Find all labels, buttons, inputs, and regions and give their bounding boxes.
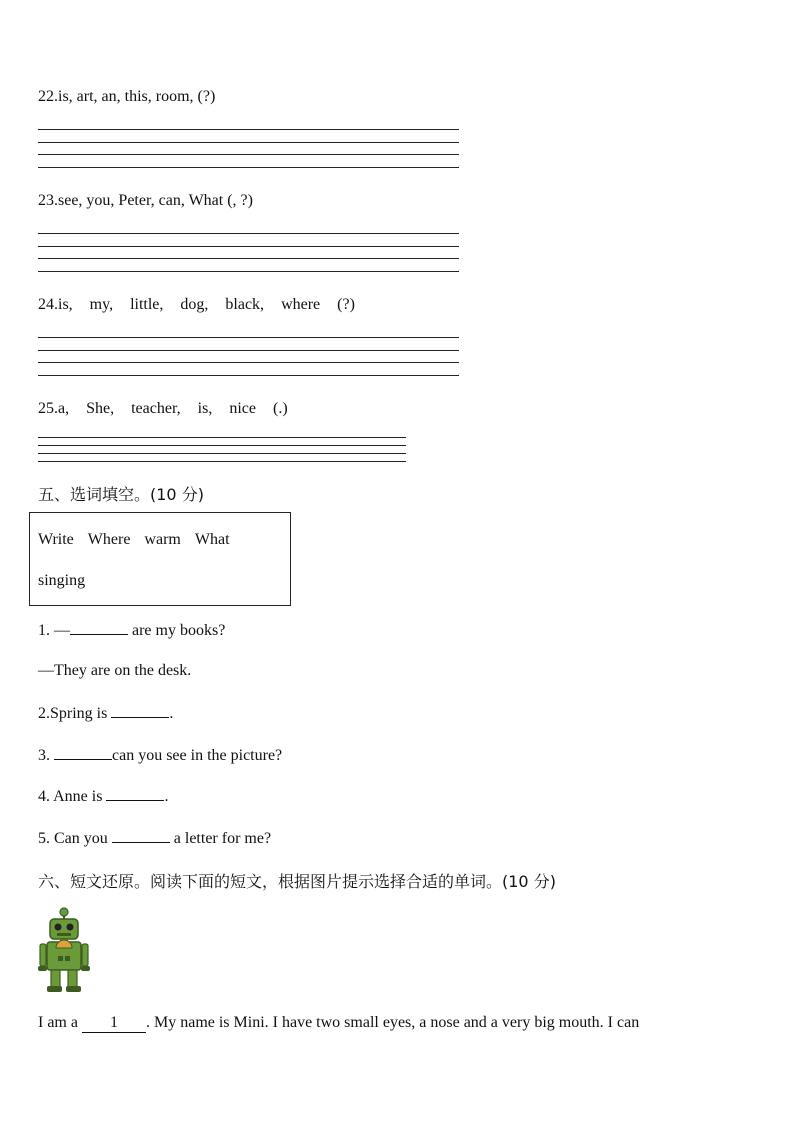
story-text-start: I am a [38, 1014, 82, 1031]
answer-lines-25[interactable] [38, 437, 406, 462]
word-option: Where [87, 531, 131, 548]
story-text-end: . My name is Mini. I have two small eyes, a nose and a very big mouth. I can [145, 1014, 640, 1031]
story-blank-1[interactable]: 1 [82, 1014, 146, 1033]
word: She, [86, 400, 115, 417]
word: (.) [272, 400, 288, 417]
question-22: 22.is, art, an, this, room, (?) [38, 88, 216, 105]
section-6-heading: 六、短文还原。阅读下面的短文，根据图片提示选择合适的单词。(10 分) [38, 872, 556, 891]
fill-blank[interactable] [111, 703, 169, 718]
fill-item-1-answer: —They are on the desk. [38, 662, 192, 679]
fill-blank[interactable] [106, 786, 164, 801]
word: dog, [180, 296, 209, 313]
word: is, [197, 400, 213, 417]
answer-lines-24[interactable] [38, 337, 459, 376]
robot-icon [38, 906, 90, 994]
word-box [29, 512, 291, 606]
word: black, [225, 296, 265, 313]
word-option: Write [38, 531, 74, 548]
fill-blank[interactable] [70, 620, 128, 635]
fill-text: 3. [38, 747, 54, 764]
fill-item-2 [38, 703, 173, 723]
fill-text: 2.Spring is [38, 705, 112, 722]
answer-lines-22[interactable] [38, 129, 459, 168]
fill-text: . [164, 788, 169, 805]
word-option: What [194, 531, 230, 548]
question-23: 23.see, you, Peter, can, What (, ?) [38, 192, 253, 209]
word-box-row-1 [38, 531, 244, 549]
word: (?) [337, 296, 355, 313]
word: little, [130, 296, 164, 313]
word: nice [229, 400, 256, 417]
fill-item-4 [38, 786, 168, 806]
fill-text: 4. Anne is [38, 788, 107, 805]
fill-item-5 [38, 828, 271, 848]
fill-text: 1. — [38, 622, 70, 639]
fill-text: are my books? [128, 622, 226, 639]
word: where [281, 296, 321, 313]
section-5-heading: 五、选词填空。(10 分) [38, 485, 204, 504]
fill-item-1 [38, 620, 225, 640]
word: teacher, [131, 400, 181, 417]
word: 24.is, [38, 296, 73, 313]
story-text [38, 1014, 639, 1033]
question-25 [38, 400, 305, 418]
fill-blank[interactable] [54, 745, 112, 760]
word-option: singing [38, 572, 86, 589]
fill-text: 5. Can you [38, 830, 112, 847]
fill-text: a letter for me? [169, 830, 272, 847]
word-option: warm [144, 531, 181, 548]
word: 25.a, [38, 400, 70, 417]
fill-text: can you see in the picture? [112, 747, 283, 764]
word: my, [89, 296, 114, 313]
fill-blank[interactable] [112, 828, 170, 843]
fill-text: . [169, 705, 174, 722]
question-24 [38, 296, 372, 314]
answer-lines-23[interactable] [38, 233, 459, 272]
fill-item-3 [38, 745, 282, 765]
